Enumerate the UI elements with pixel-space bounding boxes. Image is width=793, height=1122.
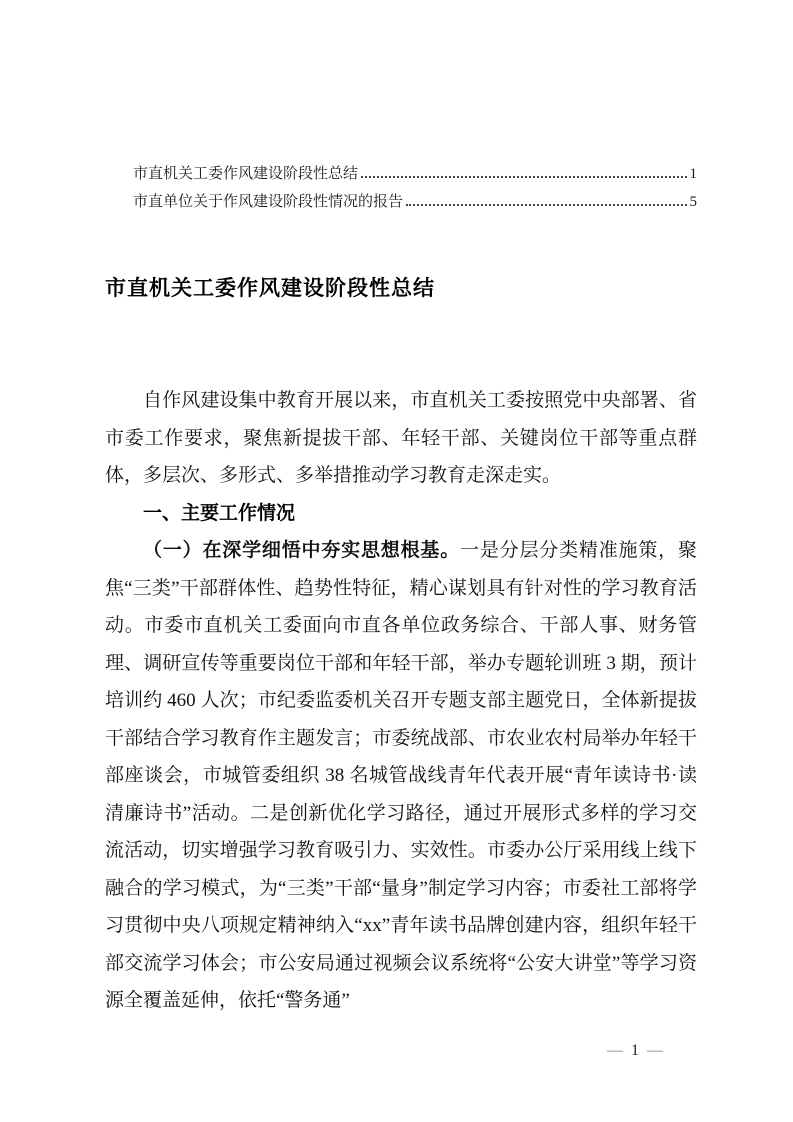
toc-dot-leader <box>361 176 686 178</box>
page-number-footer <box>601 1042 671 1060</box>
footer-left-dash: — <box>607 1042 625 1059</box>
page-number: 1 <box>631 1042 641 1059</box>
page-content <box>0 160 793 1020</box>
table-of-contents <box>133 160 697 216</box>
section-heading: 一、主要工作情况 <box>143 502 296 524</box>
intro-paragraph: 自作风建设集中教育开展以来，市直机关工委按照党中央部署、省市委工作要求，聚焦新提拔干部、年轻干部、关键岗位干部等重点群体，多层次、多形式、多举措推动学习教育走深走实。 <box>105 390 697 486</box>
paragraph-text: 一是分层分类精准施策，聚焦“三类”干部群体性、趋势性特征，精心谋划具有针对性的学习教育活动。市委市直机关工委面向市直各单位政务综合、干部人事、财务管理、调研宣传等重要岗位干部和年轻干部，举办专题轮训班 3 期，预计培训约 460 人次；市纪委监委机关召开专题支部主题党日，全体新提拔干部结合学习教育作主题发言；市委统战部、市农业农村局举办年轻干部座谈会，市城管委组织 38 名城管战线青年代表开展“青年读诗书·读清廉诗书”活动。二是创新优化学习路径，通过开展形式多样的学习交流活动，切实增强学习教育吸引力、实效性。市委办公厅采用线上线下融合的学习模式，为“三类”干部“量身”制定学习内容；市委社工部将学习贯彻中央八项规定精神纳入“xx”青年读书品牌创建内容，组织年轻干部交流学习体会；市公安局通过视频会议系统将“公安大讲堂”等学习资源全覆盖延伸，依托“警务通” <box>105 540 697 1011</box>
document-title: 市直机关工委作风建设阶段性总结 <box>105 277 435 300</box>
toc-item[interactable] <box>133 160 697 188</box>
toc-item-page-number: 1 <box>689 166 697 182</box>
document-body <box>105 382 697 1020</box>
toc-item-title: 市直单位关于作风建设阶段性情况的报告 <box>133 194 404 210</box>
paragraph-lead-in: （一）在深学细悟中夯实思想根基。 <box>143 540 461 561</box>
toc-item-title: 市直机关工委作风建设阶段性总结 <box>133 166 359 182</box>
section-paragraph <box>105 532 697 1020</box>
toc-dot-leader <box>406 204 686 206</box>
footer-right-dash: — <box>647 1042 665 1059</box>
toc-item[interactable] <box>133 188 697 216</box>
toc-item-page-number: 5 <box>689 194 697 210</box>
